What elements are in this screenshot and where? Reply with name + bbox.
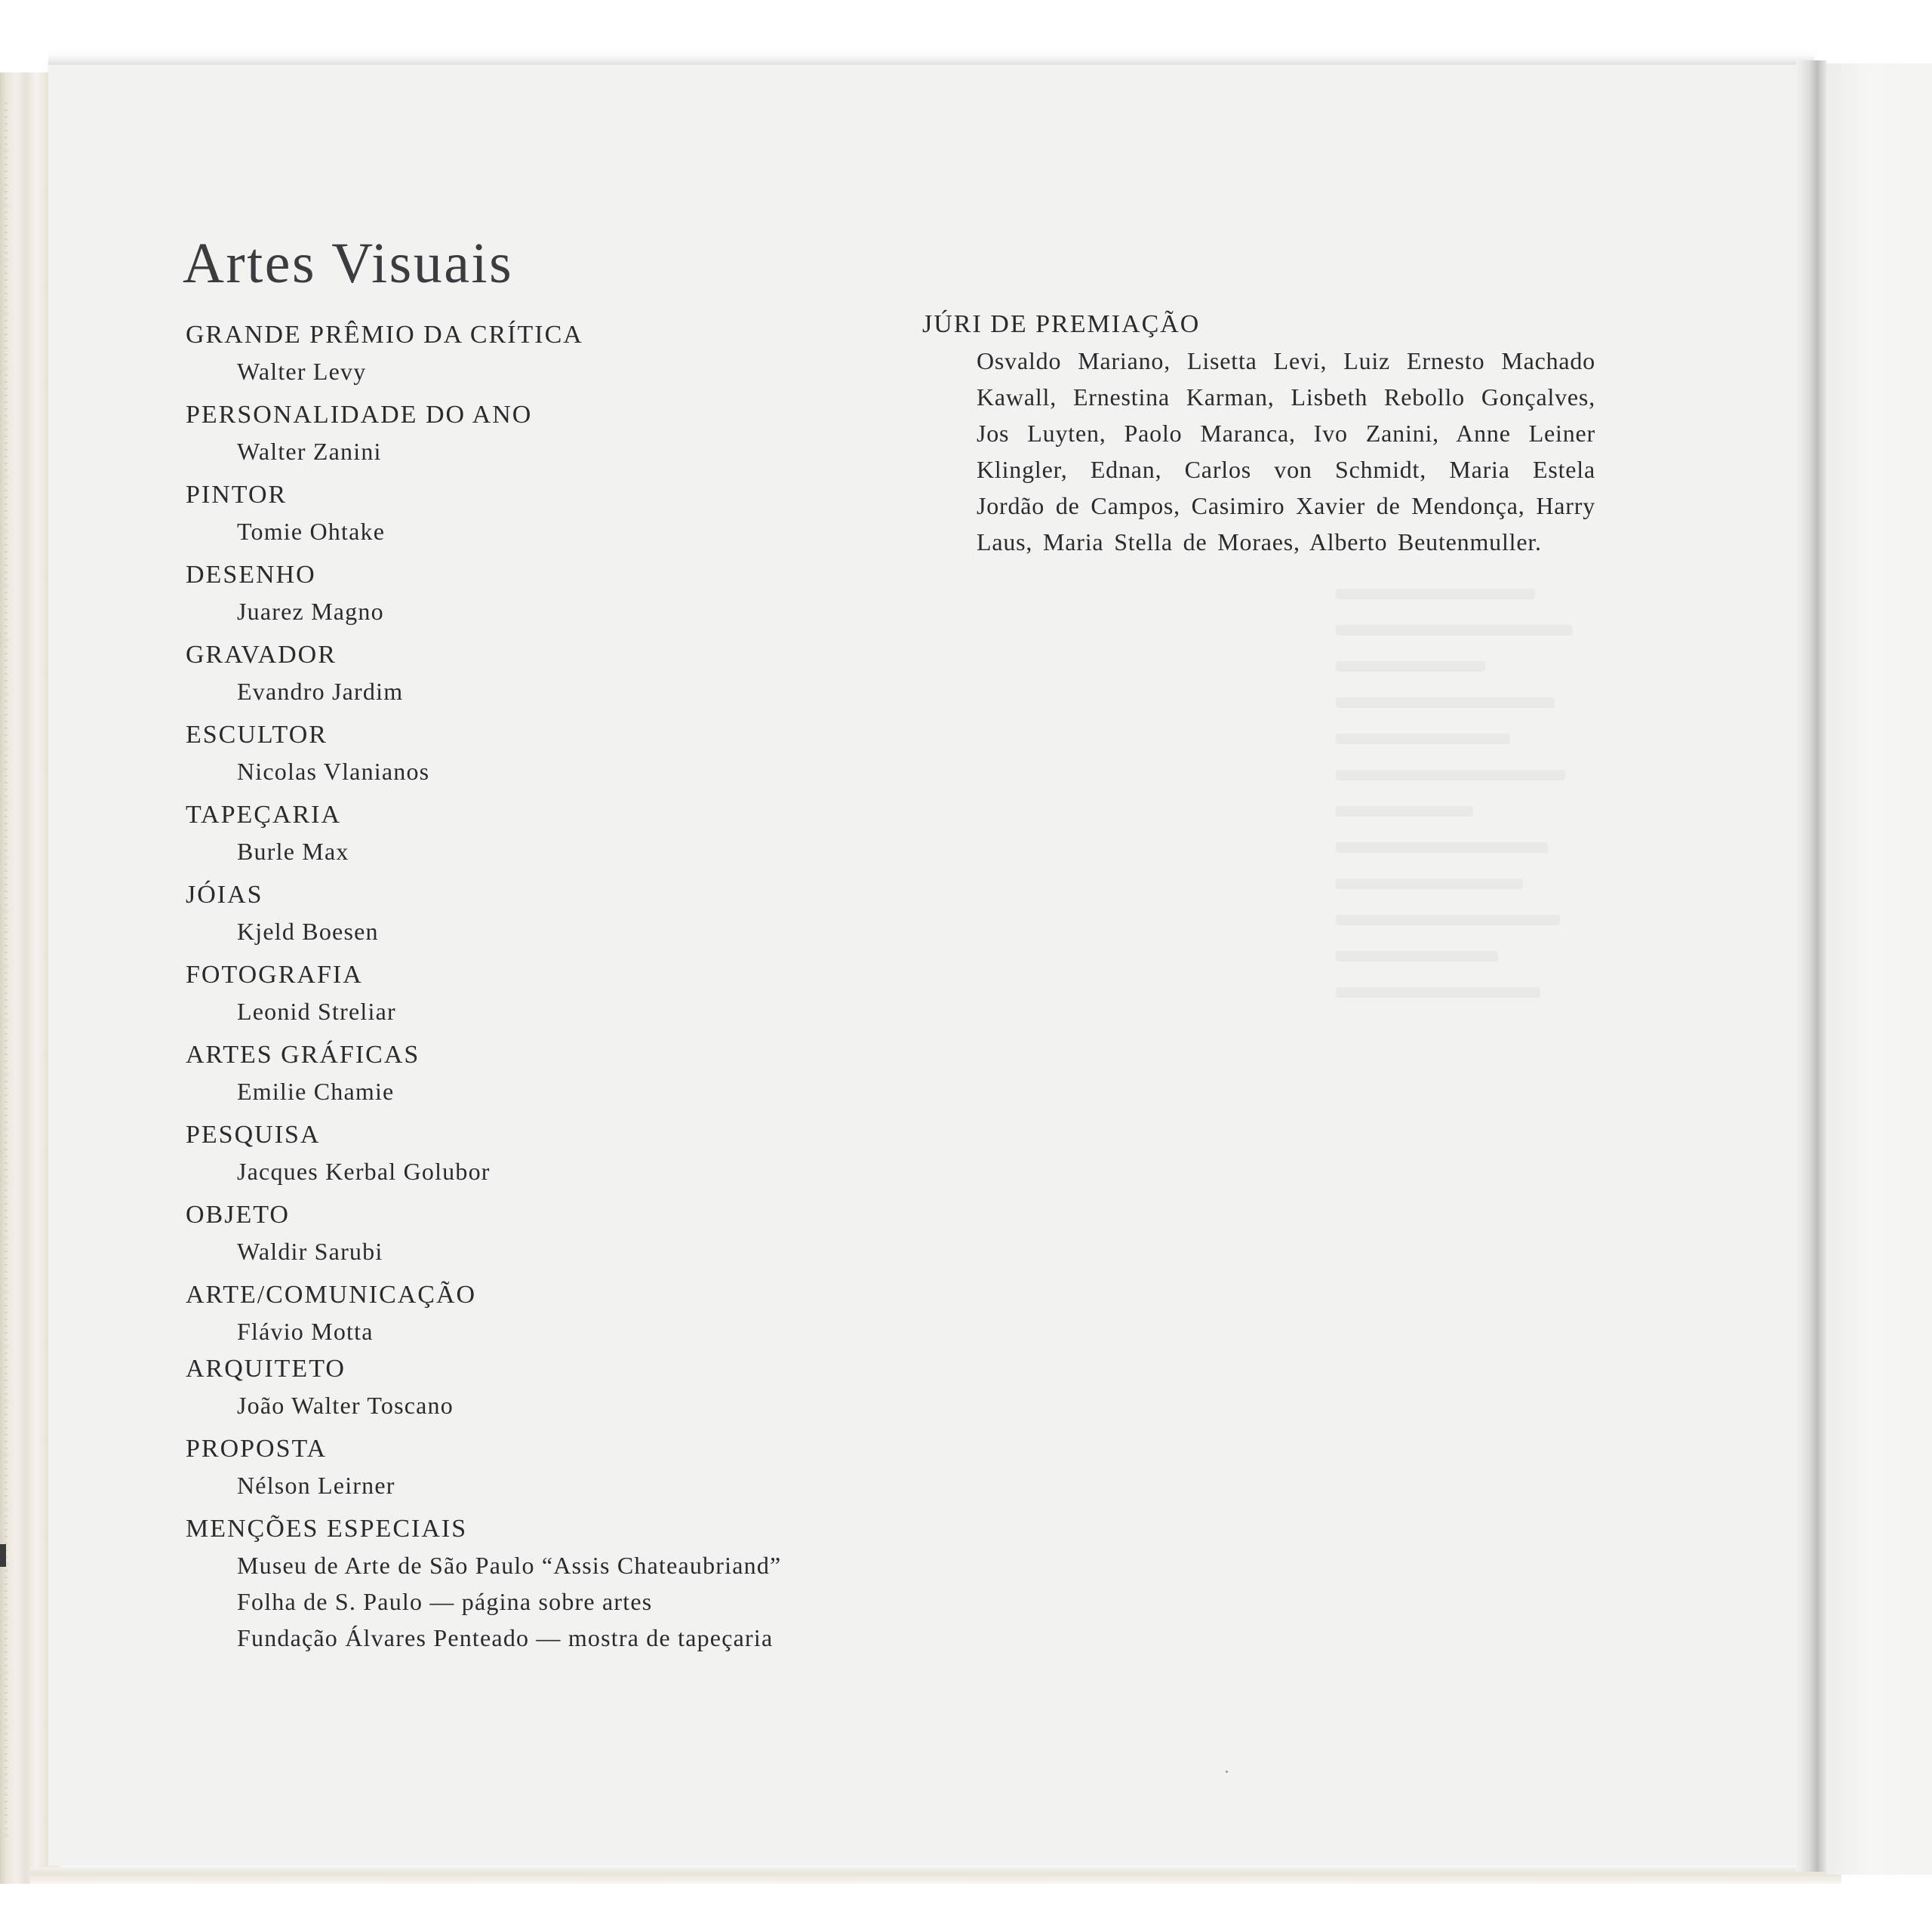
award-winner: Nélson Leirner <box>237 1472 395 1499</box>
award-category: GRAVADOR <box>186 641 337 669</box>
entry-spacer <box>186 389 865 397</box>
show-through-lines <box>1336 589 1585 1023</box>
award-entry <box>186 1351 865 1423</box>
award-winner: Kjeld Boesen <box>237 918 379 945</box>
award-winner: Museu de Arte de São Paulo “Assis Chateaubriand” <box>237 1552 782 1579</box>
award-category: ARTES GRÁFICAS <box>186 1041 420 1069</box>
award-winner: Burle Max <box>237 838 349 865</box>
award-entry <box>186 637 865 709</box>
entry-spacer <box>186 1029 865 1037</box>
award-category: MENÇÕES ESPECIAIS <box>186 1515 468 1543</box>
award-entry <box>186 1197 865 1269</box>
award-entry <box>186 1431 865 1503</box>
page-speck <box>1226 1771 1228 1773</box>
award-entry <box>186 717 865 789</box>
award-entry <box>186 317 865 389</box>
awards-list <box>186 317 865 1656</box>
entry-spacer <box>186 789 865 797</box>
entry-spacer <box>186 949 865 957</box>
award-category: PESQUISA <box>186 1121 321 1149</box>
award-category: ARTE/COMUNICAÇÃO <box>186 1281 477 1309</box>
jury-heading: JÚRI DE PREMIAÇÃO <box>922 310 1201 338</box>
award-winner: Walter Zanini <box>237 438 382 465</box>
award-winner: Walter Levy <box>237 358 367 385</box>
award-entry <box>186 397 865 469</box>
award-category: PERSONALIDADE DO ANO <box>186 401 533 429</box>
entry-spacer <box>186 1269 865 1277</box>
award-winner: Fundação Álvares Penteado — mostra de tapeçaria <box>237 1624 774 1651</box>
award-winner: Juarez Magno <box>237 598 384 625</box>
award-entry <box>186 1277 865 1349</box>
jury-section <box>922 306 1601 560</box>
entry-spacer <box>186 1423 865 1431</box>
award-category: TAPEÇARIA <box>186 801 342 829</box>
award-winner: Folha de S. Paulo — página sobre artes <box>237 1588 653 1615</box>
award-category: PROPOSTA <box>186 1435 328 1463</box>
entry-spacer <box>186 1189 865 1197</box>
award-entry <box>186 1117 865 1189</box>
award-category: GRANDE PRÊMIO DA CRÍTICA <box>186 321 583 349</box>
award-category: FOTOGRAFIA <box>186 961 363 989</box>
entry-spacer <box>186 629 865 637</box>
award-category: OBJETO <box>186 1201 290 1229</box>
award-winner: João Walter Toscano <box>237 1392 454 1419</box>
award-category: ARQUITETO <box>186 1355 346 1383</box>
award-entry <box>186 1511 865 1656</box>
entry-spacer <box>186 869 865 877</box>
award-winner: Emilie Chamie <box>237 1078 395 1105</box>
award-category: ESCULTOR <box>186 721 328 749</box>
facing-page <box>1826 63 1932 1875</box>
award-winner: Flávio Motta <box>237 1318 374 1345</box>
award-winner: Waldir Sarubi <box>237 1238 383 1265</box>
page-title: Artes Visuais <box>183 232 514 295</box>
entry-spacer <box>186 1503 865 1511</box>
entry-spacer <box>186 709 865 717</box>
award-entry <box>186 797 865 869</box>
award-category: DESENHO <box>186 561 316 589</box>
entry-spacer <box>186 549 865 557</box>
award-category: PINTOR <box>186 481 288 509</box>
award-category: JÓIAS <box>186 881 263 909</box>
award-entry <box>186 877 865 949</box>
page-bottom-edge <box>30 1867 1841 1884</box>
jury-members: Osvaldo Mariano, Lisetta Levi, Luiz Ernesto Machado Kawall, Ernestina Karman, Lisbeth Rebollo Gonçalves, Jos Luyten, Paolo Maranca, Ivo Zanini, Anne Leiner Klingler, Ednan, Carlos von Schmidt, Maria Estela Jordão de Campos, Casimiro Xavier de Mendonça, Harry Laus, Maria Stella de Moraes, Alberto Beutenmuller. <box>977 347 1595 555</box>
award-winner: Nicolas Vlanianos <box>237 758 430 785</box>
award-entry <box>186 957 865 1029</box>
award-winner: Tomie Ohtake <box>237 518 386 545</box>
entry-spacer <box>186 1109 865 1117</box>
award-entry <box>186 557 865 629</box>
award-winner: Evandro Jardim <box>237 678 404 705</box>
book-gutter <box>1796 60 1826 1872</box>
award-entry <box>186 477 865 549</box>
page-top-shadow <box>48 53 1814 65</box>
spine-mark <box>0 1544 6 1567</box>
entry-spacer <box>186 469 865 477</box>
award-winner: Leonid Streliar <box>237 998 396 1025</box>
award-winner: Jacques Kerbal Golubor <box>237 1158 491 1185</box>
award-entry <box>186 1037 865 1109</box>
